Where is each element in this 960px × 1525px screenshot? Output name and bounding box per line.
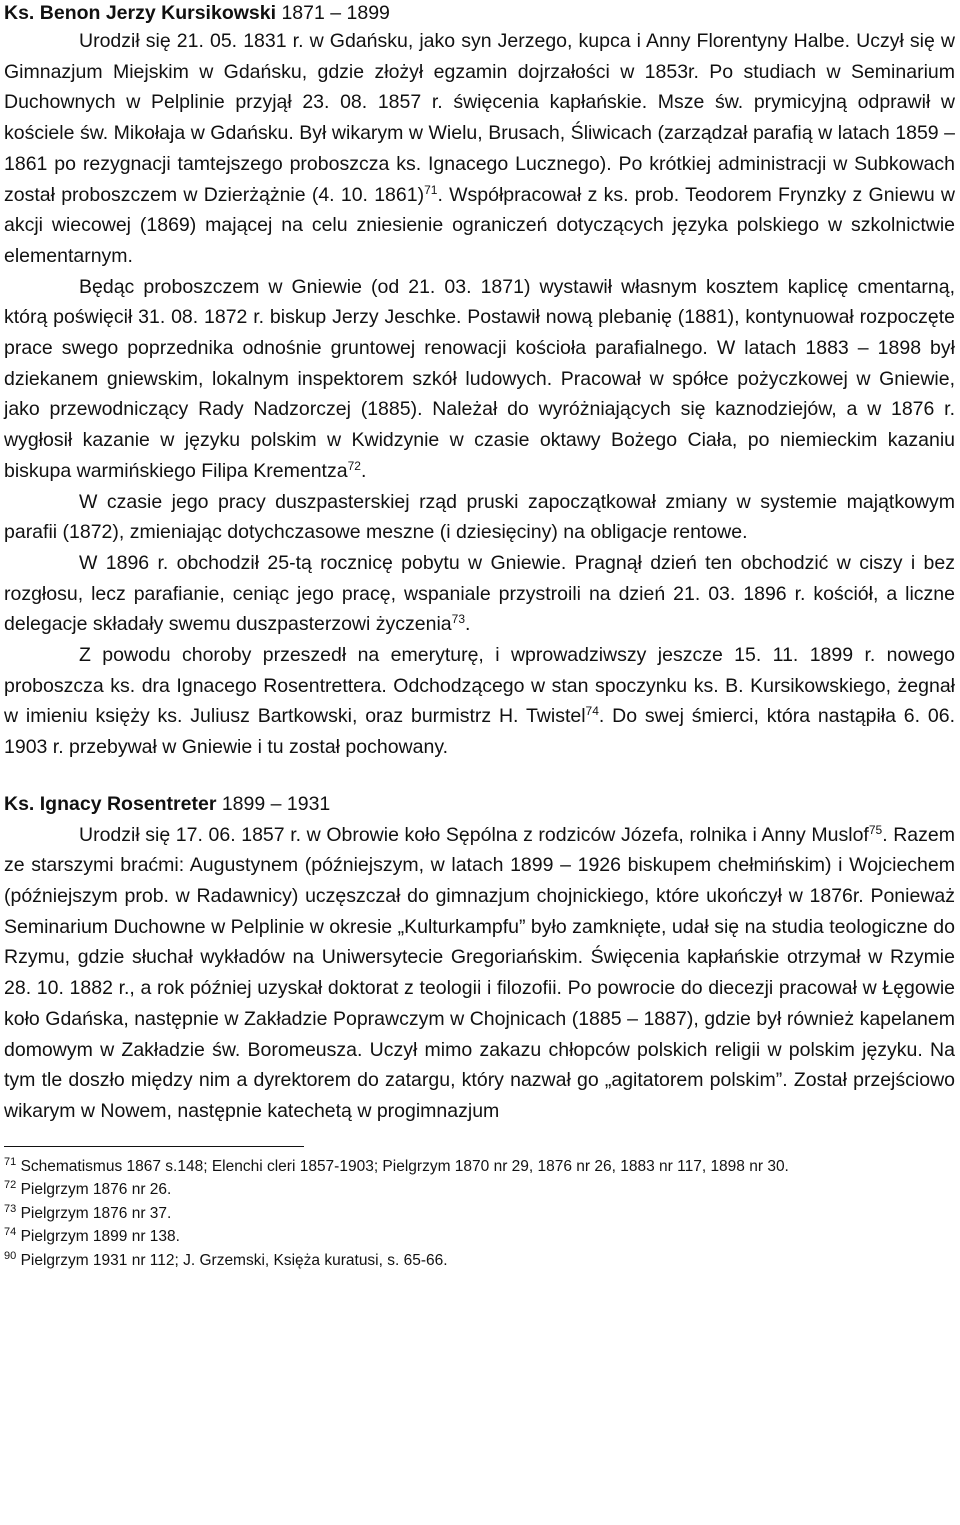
paragraph: Będąc proboszczem w Gniewie (od 21. 03. 1871) wystawił własnym kosztem kaplicę cmentarną, którą poświęcił 31. 08. 1872 r. biskup Jerzy Jeschke. Postawił nową plebanię (1881), kontynuował rozpoczęte prace swego poprzednika odnośnie gruntowej renowacji kościoła parafialnego. W latach 1883 – 1898 był dziekanem gniewskim, lokalnym inspektorem szkół ludowych. Pracował w spółce pożyczkowej w Gniewie, jako przewodniczący Rady Nadzorczej (1885). Należał do wyróżniających się kaznodziejów, a w 1876 r. wygłosił kazanie w języku polskim w Kwidzynie w czasie oktawy Bożego Ciała, po niemieckim kazaniu biskupa warmińskiego Filipa Krementza$^{72}$. <box>4 275 955 482</box>
footnote-ref: 71 <box>424 182 438 197</box>
paragraph: Urodził się 17. 06. 1857 r. w Obrowie koło Sępólna z rodziców Józefa, rolnika i Anny Muslof$^{75}$. Razem ze starszymi braćmi: Augustynem (późniejszym, w latach 1899 – 1926 biskupem chełmińskim) i Wojciechem (późniejszym prob. w Radawnicy) uczęszczał do gimnazjum chojnickiego, które ukończył w 1876r. Ponieważ Seminarium Duchowne w Pelplinie w okresie „Kulturkampfu” było zamknięte, udał się na studia teologiczne do Rzymu, gdzie słuchał wykładów na Uniwersytecie Gregoriańskim. Święcenia kapłańskie otrzymał w Rzymie 28. 10. 1882 r., a rok później uzyskał doktorat z teologii i filozofii. Po powrocie do diecezji pracował w Łęgowie koło Gdańska, następnie w Zakładzie Poprawczym w Chojnicach (1885 – 1887), gdzie był również kapelanem domowym w Zakładzie św. Boromeusza. Uczył mimo zakazu chłopców polskich religii w polskim języku. Na tym tle doszło między nim a dyrektorem do zatargu, który nazwał go „agitatorem polskim”. Został przejściowo wikarym w Nowem, następnie katechetą w progimnazjum <box>4 822 955 1122</box>
footnote: $^{74}$ Pielgrzym 1899 nr 138. <box>4 1226 180 1246</box>
section-heading-rosentreter <box>4 789 955 820</box>
tenure-years: 1899 – 1931 <box>221 792 331 815</box>
paragraph: Urodził się 21. 05. 1831 r. w Gdańsku, jako syn Jerzego, kupca i Anny Florentyny Halbe. Uczył się w Gimnazjum Miejskim w Gdańsku, gdzie złożył egzamin dojrzałości w 1853r. Po studiach w Seminarium Duchownych w Pelplinie przyjął 23. 08. 1857 r. święcenia kapłańskie. Msze św. prymicyjną odprawił w kościele św. Mikołaja w Gdańsku. Był wikarym w Wielu, Brusach, Śliwicach (zarządzał parafią w latach 1859 – 1861 po rezygnacji tamtejszego proboszcza ks. Ignacego Lucznego). Po krótkiej administracji w Subkowach został proboszczem w Dzierżążnie (4. 10. 1861)$^{71}$. Współpracował z ks. prob. Teodorem Frynzky z Gniewu w akcji wiecowej (1869) mającej na celu zniesienie ograniczeń dotyczących języka polskiego w szkolnictwie elementarnym. <box>4 30 955 267</box>
footnote: $^{90}$ Pielgrzym 1931 nr 112; J. Grzemski, Księża kuratusi, s. 65-66. <box>4 1249 448 1269</box>
paragraph: Z powodu choroby przeszedł na emeryturę, i wprowadziwszy jeszcze 15. 11. 1899 r. nowego proboszcza ks. dra Ignacego Rosentrettera. Odchodzącego w stan spoczynku ks. B. Kursikowskiego, żegnał w imieniu księży ks. Juliusz Bartkowski, oraz burmistrz H. Twistel$^{74}$. Do swej śmierci, która nastąpiła 6. 06. 1903 r. przebywał w Gniewie i tu został pochowany. <box>4 644 955 759</box>
footnote-divider <box>4 1146 304 1147</box>
document-page <box>4 0 955 1272</box>
footnote-ref: 74 <box>585 704 599 719</box>
footnotes <box>4 1155 955 1273</box>
footnote: $^{71}$ Schematismus 1867 s.148; Elenchi cleri 1857-1903; Pielgrzym 1870 nr 29, 1876 nr 26, 1883 nr 117, 1898 nr 30. <box>4 1155 789 1175</box>
footnote-ref: 75 <box>868 822 883 837</box>
priest-name: Ks. Ignacy Rosentreter <box>4 792 217 815</box>
tenure-years: 1871 – 1899 <box>281 2 390 24</box>
footnote: $^{72}$ Pielgrzym 1876 nr 26. <box>4 1179 172 1199</box>
paragraph: W czasie jego pracy duszpasterskiej rząd pruski zapoczątkował zmiany w systemie majątkowym parafii (1872), zmieniając dotychczasowe meszne (i dziesięciny) na obligacje rentowe. <box>4 490 955 544</box>
footnote-ref: 73 <box>451 612 465 627</box>
footnote: $^{73}$ Pielgrzym 1876 nr 37. <box>4 1202 172 1222</box>
paragraph: W 1896 r. obchodził 25-tą rocznicę pobytu w Gniewie. Pragnął dzień ten obchodzić w ciszy i bez rozgłosu, lecz parafianie, ceniąc jego pracę, wspaniale przystroili na dzień 21. 03. 1896 r. kościół, a liczne delegacje składały swemu duszpasterzowi życzenia$^{73}$. <box>4 551 955 636</box>
section-heading-kursikowski <box>4 0 955 26</box>
footnote-ref: 72 <box>347 458 361 473</box>
priest-name: Ks. Benon Jerzy Kursikowski <box>4 2 277 24</box>
